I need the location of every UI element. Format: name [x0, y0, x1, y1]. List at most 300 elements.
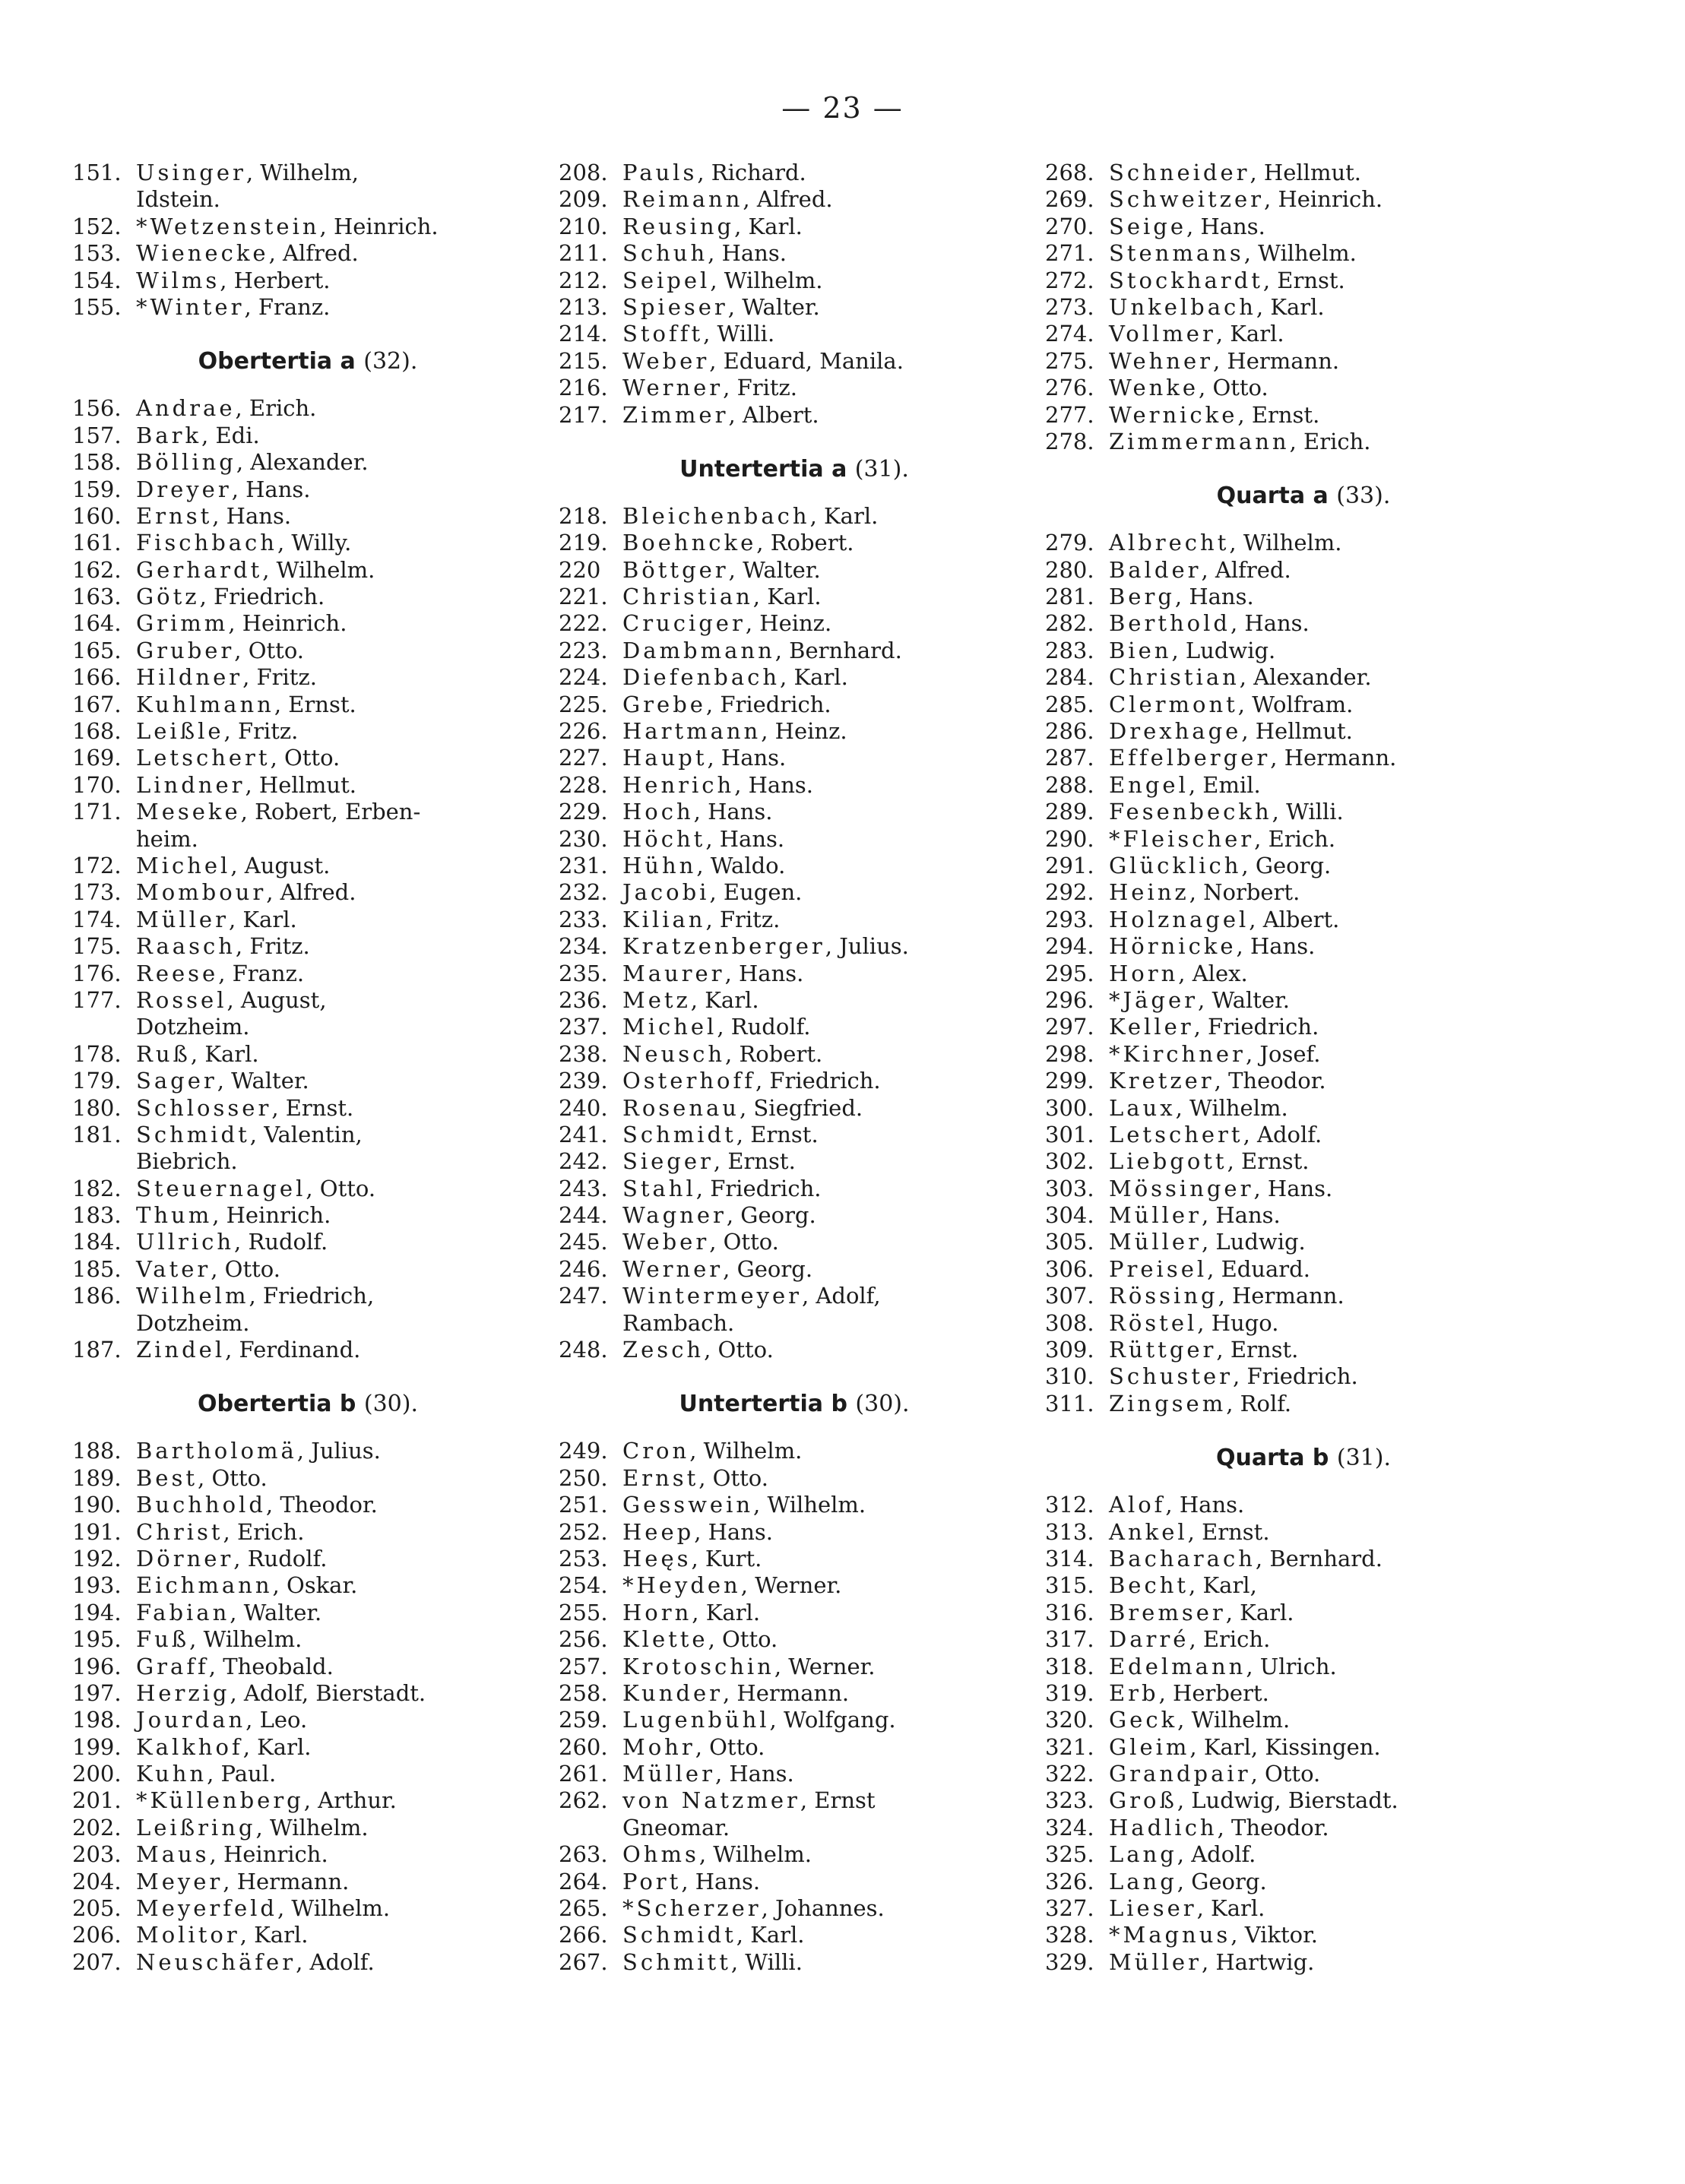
student-entry [559, 1148, 1030, 1175]
entry-number: 308. [1045, 1309, 1094, 1336]
entry-number: 157. [72, 422, 122, 448]
student-surname: Fischbach [136, 530, 277, 556]
student-entry [559, 1707, 1030, 1733]
student-entry [1045, 267, 1562, 294]
entry-number: 170. [72, 771, 122, 798]
student-surname: Hadlich [1109, 1814, 1218, 1841]
student-details: , Ernst. [1237, 401, 1320, 428]
student-details: , Waldo. [696, 852, 786, 878]
student-entry [559, 375, 1030, 401]
student-details: , Karl. [780, 664, 848, 691]
entry-number: 214. [559, 321, 608, 347]
student-entry [1045, 348, 1562, 375]
student-details: , Otto. [709, 1229, 779, 1255]
student-details: , Hans. [693, 799, 773, 825]
student-surname: Ullrich [136, 1229, 235, 1255]
student-entry [72, 772, 543, 799]
entry-number: 220 [559, 556, 601, 583]
entry-number: 270. [1045, 213, 1094, 239]
student-details: , Karl, [1189, 1572, 1257, 1599]
entry-number: 184. [72, 1229, 122, 1255]
student-entry [1045, 1363, 1562, 1390]
student-entry [72, 907, 543, 933]
student-surname: Lindner [136, 771, 245, 798]
entry-number: 231. [559, 852, 608, 878]
entry-continuation: Gneomar. [622, 1814, 730, 1841]
entry-number: 317. [1045, 1626, 1094, 1653]
student-entry [72, 638, 543, 664]
student-surname: Best [136, 1464, 198, 1491]
page-number: — 23 — [781, 91, 904, 125]
student-entry [559, 294, 1030, 321]
student-entry [72, 503, 543, 530]
student-entry [559, 799, 1030, 825]
entry-number: 294. [1045, 933, 1094, 960]
student-details: , Friedrich, [249, 1283, 375, 1309]
entry-number: 292. [1045, 879, 1094, 906]
student-details: , Fritz. [223, 718, 299, 745]
student-details: , Robert. [756, 530, 854, 556]
student-surname: Schneider [1109, 160, 1250, 185]
student-entry [72, 961, 543, 987]
student-entry [559, 1176, 1030, 1202]
student-details: , Julius. [825, 933, 909, 960]
student-surname: Molitor [136, 1922, 240, 1948]
student-entry [1045, 1922, 1562, 1948]
student-surname: Erb [1109, 1679, 1159, 1706]
entry-number: 271. [1045, 240, 1094, 267]
student-surname: Bien [1109, 637, 1172, 663]
student-surname: Darré [1109, 1626, 1189, 1653]
student-details: , Robert, Erben- [240, 799, 421, 825]
student-entry [72, 476, 543, 503]
student-surname: Fabian [136, 1599, 230, 1625]
student-details: , Hans. [694, 1518, 773, 1545]
student-details: , Karl. [1256, 293, 1325, 320]
entry-number: 247. [559, 1283, 608, 1309]
student-surname: Schmitt [622, 1948, 731, 1975]
entry-number: 158. [72, 449, 122, 476]
student-entry [72, 160, 543, 186]
student-details: , Ludwig. [1201, 1229, 1306, 1255]
student-details: , Wilhelm, [245, 160, 359, 185]
student-entry [72, 610, 543, 637]
student-surname: *Fleischer [1109, 825, 1255, 852]
entry-number: 321. [1045, 1733, 1094, 1760]
student-surname: Reusing [622, 213, 735, 239]
student-details: , Heinrich. [209, 1841, 328, 1868]
student-entry [1045, 1041, 1562, 1068]
entry-number: 305. [1045, 1229, 1094, 1255]
student-entry [72, 1337, 543, 1363]
entry-number: 167. [72, 691, 122, 717]
student-surname: Michel [622, 1014, 717, 1040]
student-surname: Preisel [1109, 1255, 1208, 1282]
student-details: , Wilhelm. [1243, 240, 1357, 267]
student-surname: Müller [1109, 1202, 1202, 1229]
student-entry [72, 879, 543, 906]
student-entry [72, 987, 543, 1014]
entry-number: 309. [1045, 1337, 1094, 1363]
student-surname: Bleichenbach [622, 502, 810, 529]
student-entry [559, 1841, 1030, 1868]
student-surname: *Kirchner [1109, 1040, 1246, 1067]
student-entry [559, 1546, 1030, 1572]
student-surname: Geck [1109, 1707, 1178, 1733]
student-entry [559, 530, 1030, 556]
student-details: , Walter. [230, 1599, 322, 1625]
entry-number: 310. [1045, 1363, 1094, 1390]
student-entry [559, 186, 1030, 213]
entry-number: 235. [559, 960, 608, 986]
student-entry [1045, 799, 1562, 825]
student-entry [72, 1949, 543, 1976]
student-details: , Eduard, Manila. [709, 347, 904, 374]
student-entry [1045, 1869, 1562, 1895]
student-details: , Karl. [734, 213, 803, 239]
entry-number: 164. [72, 610, 122, 637]
student-surname: Rüttger [1109, 1337, 1217, 1363]
entry-number: 323. [1045, 1787, 1094, 1814]
entry-number: 319. [1045, 1679, 1094, 1706]
student-entry [559, 1922, 1030, 1948]
entry-number: 207. [72, 1948, 122, 1975]
student-details: , Ernst. [713, 1148, 796, 1175]
student-details: , Ernst. [1216, 1337, 1299, 1363]
student-surname: Mössinger [1109, 1175, 1254, 1201]
student-surname: Effelberger [1109, 745, 1271, 771]
student-surname: Wilms [136, 267, 220, 293]
class-heading [1045, 1445, 1562, 1472]
student-details: , Franz. [244, 293, 331, 320]
student-details: , Hellmut. [245, 771, 356, 798]
entry-number: 295. [1045, 960, 1094, 986]
student-surname: Steuernagel [136, 1175, 306, 1201]
student-details: , Karl. [1215, 321, 1284, 347]
student-surname: Sieger [622, 1148, 714, 1175]
entry-number: 178. [72, 1040, 122, 1067]
student-entry [1045, 214, 1562, 240]
student-surname: Fesenbeckh [1109, 799, 1272, 825]
student-entry [72, 449, 543, 476]
student-entry [559, 503, 1030, 530]
student-details: , Hermann. [1218, 1283, 1345, 1309]
student-surname: *Magnus [1109, 1922, 1231, 1948]
student-details: , Rolf. [1226, 1390, 1292, 1416]
student-entry [72, 1572, 543, 1599]
student-surname: Wilhelm [136, 1283, 249, 1309]
entry-number: 268. [1045, 160, 1094, 185]
student-entry [72, 1869, 543, 1895]
student-entry [1045, 853, 1562, 879]
student-surname: Grandpair [1109, 1761, 1251, 1787]
entry-continuation: Dotzheim. [136, 1309, 250, 1336]
student-entry [1045, 1283, 1562, 1309]
student-surname: Keller [1109, 1014, 1194, 1040]
student-details: , Heinz. [761, 718, 847, 745]
student-entry [1045, 1256, 1562, 1283]
entry-number: 250. [559, 1464, 608, 1491]
student-entry [1045, 692, 1562, 718]
student-details: , Wilhelm. [698, 1841, 812, 1868]
student-surname: Kuhn [136, 1761, 207, 1787]
student-entry [559, 1949, 1030, 1976]
student-details: , Ferdinand. [225, 1337, 361, 1363]
student-entry [72, 1176, 543, 1202]
student-entry [1045, 745, 1562, 771]
entry-number: 187. [72, 1337, 122, 1363]
student-details: , Heinz. [745, 610, 832, 637]
student-surname: Letschert [1109, 1121, 1243, 1147]
student-surname: Wehner [1109, 347, 1213, 374]
student-entry [72, 1492, 543, 1518]
student-surname: Neusch [622, 1040, 726, 1067]
entry-number: 198. [72, 1707, 122, 1733]
student-surname: Horn [622, 1599, 692, 1625]
entry-number: 278. [1045, 428, 1094, 454]
student-surname: Seige [1109, 213, 1187, 239]
student-entry [72, 1202, 543, 1229]
student-details: , Wilhelm. [262, 556, 375, 583]
entry-number: 186. [72, 1283, 122, 1309]
entry-number: 218. [559, 502, 608, 529]
student-surname: Letschert [136, 745, 271, 771]
student-entry [72, 799, 543, 825]
entry-number: 238. [559, 1040, 608, 1067]
entry-number: 255. [559, 1599, 608, 1625]
student-details: , Hermann. [223, 1868, 350, 1894]
student-details: , Alfred. [1201, 556, 1291, 583]
student-surname: Ankel [1109, 1518, 1188, 1545]
student-details: , Rudolf. [233, 1545, 328, 1572]
student-surname: Eichmann [136, 1572, 273, 1599]
student-entry [559, 1229, 1030, 1255]
student-surname: Heinz [1109, 879, 1189, 906]
student-entry [559, 1787, 1030, 1814]
student-entry [1045, 1680, 1562, 1707]
student-surname: Ernst [622, 1464, 699, 1491]
class-heading [559, 1391, 1030, 1418]
entry-continuation: Idstein. [136, 186, 220, 213]
entry-number: 306. [1045, 1255, 1094, 1282]
student-entry [1045, 1707, 1562, 1733]
student-details: , Adolf. [1243, 1121, 1322, 1147]
student-surname: Müller [1109, 1948, 1202, 1975]
entry-number: 213. [559, 293, 608, 320]
student-entry [1045, 907, 1562, 933]
entry-number: 226. [559, 718, 608, 745]
entry-number: 288. [1045, 771, 1094, 798]
entry-number: 211. [559, 240, 608, 267]
student-entry [559, 1256, 1030, 1283]
entry-number: 215. [559, 347, 608, 374]
entry-number: 257. [559, 1653, 608, 1679]
entry-continuation: Rambach. [622, 1309, 735, 1336]
entry-continuation: Biebrich. [136, 1148, 238, 1175]
entry-number: 193. [72, 1572, 122, 1599]
student-surname: Stahl [622, 1175, 696, 1201]
student-entry [72, 1229, 543, 1255]
entry-number: 251. [559, 1492, 608, 1518]
student-entry [1045, 530, 1562, 556]
student-details: , Erich. [235, 395, 317, 422]
entry-number: 287. [1045, 745, 1094, 771]
student-surname: Seipel [622, 267, 711, 293]
student-surname: Lieser [1109, 1895, 1197, 1922]
student-entry [72, 1734, 543, 1761]
student-details: , Leo. [245, 1707, 308, 1733]
student-details: , Wilhelm. [1229, 530, 1342, 556]
student-entry [559, 692, 1030, 718]
entry-number: 272. [1045, 267, 1094, 293]
student-entry [72, 240, 543, 267]
entry-number: 221. [559, 584, 608, 610]
student-surname: Heęs [622, 1545, 692, 1572]
student-entry [1045, 772, 1562, 799]
student-entry [1045, 1787, 1562, 1814]
class-heading-count: (30). [855, 1391, 910, 1418]
student-entry [72, 1256, 543, 1283]
student-entry [559, 718, 1030, 745]
student-entry [559, 1122, 1030, 1148]
entry-number: 261. [559, 1761, 608, 1787]
student-entry [559, 1041, 1030, 1068]
student-entry [559, 879, 1030, 906]
student-entry [559, 1068, 1030, 1094]
student-surname: Dreyer [136, 476, 232, 502]
student-surname: Michel [136, 852, 231, 878]
student-details: , Georg. [726, 1202, 816, 1229]
entry-number: 280. [1045, 556, 1094, 583]
class-heading-count: (31). [854, 455, 909, 483]
student-details: , Hugo. [1197, 1309, 1279, 1336]
class-heading [72, 348, 543, 375]
entry-number: 228. [559, 771, 608, 798]
student-details: , Theodor. [1214, 1068, 1326, 1094]
student-details: , Ludwig, Bierstadt. [1177, 1787, 1398, 1814]
student-surname: Gleim [1109, 1733, 1190, 1760]
student-details: , Otto. [708, 1626, 778, 1653]
student-details: , Willi. [730, 1948, 803, 1975]
student-surname: Groß [1109, 1787, 1177, 1814]
student-surname: Wagner [622, 1202, 727, 1229]
student-details: , Hans. [1230, 610, 1310, 637]
student-details: , Erich. [1289, 428, 1371, 454]
student-details: , Eugen. [709, 879, 803, 906]
student-entry [72, 745, 543, 771]
student-details: , Hellmut. [1241, 718, 1353, 745]
student-surname: Grimm [136, 610, 229, 637]
student-details: , Hans. [724, 960, 804, 986]
student-surname: Liebgott [1109, 1148, 1227, 1175]
entry-number: 206. [72, 1922, 122, 1948]
student-surname: *Jäger [1109, 986, 1199, 1013]
student-surname: Kuhlmann [136, 691, 274, 717]
entry-number: 209. [559, 186, 608, 213]
entry-number: 279. [1045, 530, 1094, 556]
student-entry [1045, 1337, 1562, 1363]
student-surname: *Winter [136, 293, 245, 320]
student-surname: Lugenbühl [622, 1707, 770, 1733]
student-surname: Gesswein [622, 1492, 754, 1518]
student-details: , Otto. [704, 1337, 774, 1363]
student-surname: Raasch [136, 933, 236, 960]
entry-number: 314. [1045, 1545, 1094, 1572]
student-entry [72, 1922, 543, 1948]
student-details: , Karl. [752, 584, 822, 610]
student-entry [1045, 1626, 1562, 1653]
student-details: , Willi. [1272, 799, 1344, 825]
entry-number: 276. [1045, 375, 1094, 401]
student-entry [559, 1572, 1030, 1599]
student-entry [72, 1283, 543, 1309]
entry-number: 216. [559, 375, 608, 401]
student-surname: Vater [136, 1255, 211, 1282]
student-details: , Hartwig. [1201, 1948, 1315, 1975]
entry-number: 269. [1045, 186, 1094, 213]
student-surname: Dambmann [622, 637, 775, 663]
student-entry [1045, 718, 1562, 745]
student-entry [559, 933, 1030, 960]
student-surname: Clermont [1109, 691, 1238, 717]
student-entry [72, 853, 543, 879]
entry-number: 156. [72, 395, 122, 422]
student-surname: Meyer [136, 1868, 223, 1894]
student-entry [72, 1465, 543, 1492]
student-details: , Herbert. [1158, 1679, 1269, 1706]
student-entry [559, 1654, 1030, 1680]
student-entry [72, 1680, 543, 1707]
student-entry [1045, 1895, 1562, 1922]
entry-number: 172. [72, 852, 122, 878]
entry-number: 239. [559, 1068, 608, 1094]
student-surname: Schuster [1109, 1363, 1234, 1390]
entry-number: 329. [1045, 1948, 1094, 1975]
student-details: , Karl. [239, 1922, 309, 1948]
entry-number: 225. [559, 691, 608, 717]
student-surname: Metz [622, 986, 691, 1013]
student-details: , Wolfram. [1237, 691, 1354, 717]
student-surname: Bölling [136, 449, 236, 476]
student-details: , Friedrich. [1233, 1363, 1358, 1390]
student-details: , Alfred. [266, 879, 356, 906]
class-heading-title: Untertertia b [679, 1391, 847, 1418]
student-surname: Meseke [136, 799, 241, 825]
student-surname: Rössing [1109, 1283, 1218, 1309]
entry-number: 242. [559, 1148, 608, 1175]
student-entry [72, 1095, 543, 1122]
student-details: , Otto. [198, 1464, 268, 1491]
student-surname: Usinger [136, 160, 246, 185]
entry-number: 244. [559, 1202, 608, 1229]
student-surname: Müller [622, 1761, 715, 1787]
student-details: , Albert. [1249, 906, 1340, 932]
student-entry [72, 1122, 543, 1148]
student-entry [559, 1761, 1030, 1787]
entry-number: 275. [1045, 347, 1094, 374]
student-surname: Pauls [622, 160, 698, 185]
entry-number: 318. [1045, 1653, 1094, 1679]
entry-number: 165. [72, 637, 122, 663]
student-details: , Heinrich. [1264, 186, 1383, 213]
entry-number: 200. [72, 1761, 122, 1787]
student-details: , Adolf. [296, 1948, 375, 1975]
entry-number: 219. [559, 530, 608, 556]
student-surname: *Heyden [622, 1572, 741, 1599]
student-surname: Gruber [136, 637, 235, 663]
student-details: , Robert. [725, 1040, 823, 1067]
entry-number: 152. [72, 213, 122, 239]
